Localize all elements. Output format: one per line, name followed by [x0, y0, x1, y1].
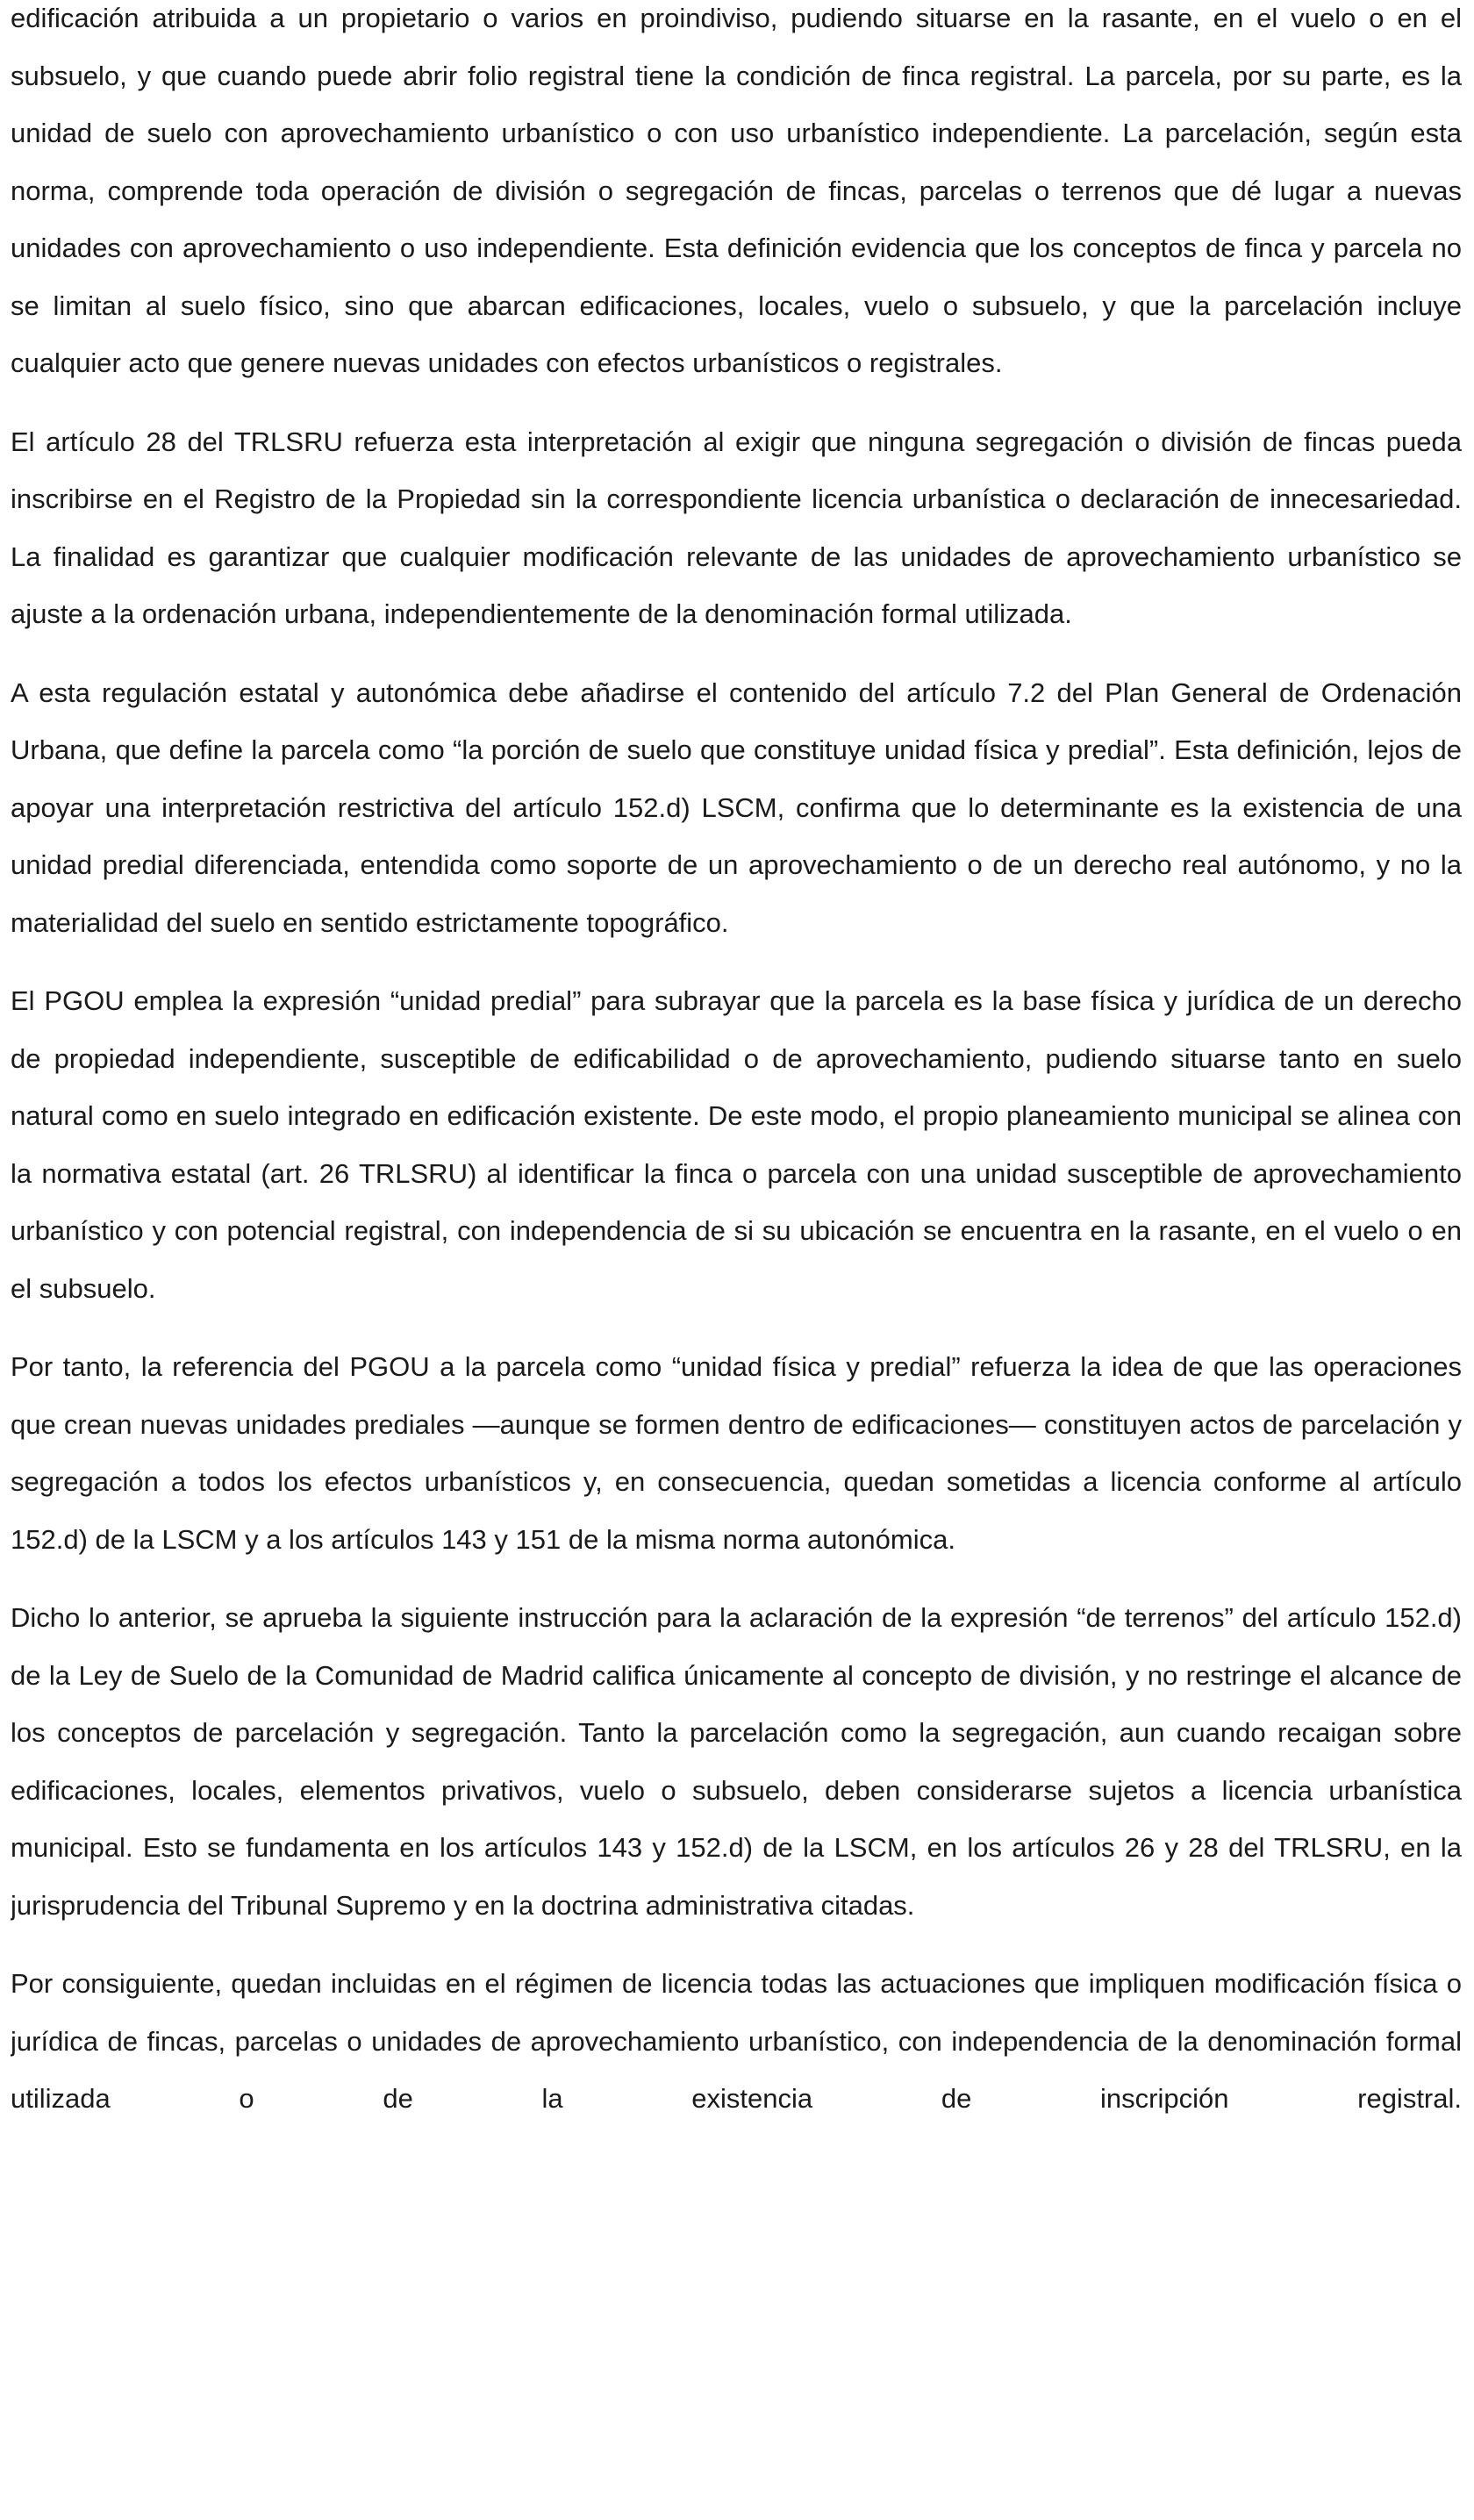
- paragraph-por-tanto: Por tanto, la referencia del PGOU a la parcela como “unidad física y predial” refuerza la idea de que las operaciones que crean nuevas unidades prediales —aunque se formen dentro de edificaciones— constituyen actos de parcelación y segregación a todos los efectos urbanísticos y, en consecuencia, quedan sometidas a licencia conforme al artículo 152.d) de la LSCM y a los artículos 143 y 151 de la misma norma autonómica.: [11, 1351, 1462, 1555]
- document-page: [11, 0, 1462, 2520]
- paragraph-article-28-trlsru: El artículo 28 del TRLSRU refuerza esta interpretación al exigir que ninguna segregación o división de fincas pueda inscribirse en el Registro de la Propiedad sin la correspondiente licencia urbanística o declaración de innecesariedad. La finalidad es garantizar que cualquier modificación relevante de las unidades de aprovechamiento urbanístico se ajuste a la ordenación urbana, independientemente de la denominación formal utilizada.: [11, 426, 1462, 629]
- paragraph-por-consiguiente: Por consiguiente, quedan incluidas en el régimen de licencia todas las actuaciones que impliquen modificación física o jurídica de fincas, parcelas o unidades de aprovechamiento urbanístico, con independencia de la denominación formal utilizada o de la existencia de inscripción registral.: [11, 1968, 1462, 2114]
- paragraph-unidad-predial: El PGOU emplea la expresión “unidad predial” para subrayar que la parcela es la base física y jurídica de un derecho de propiedad independiente, susceptible de edificabilidad o de aprovechamiento, pudiendo situarse tanto en suelo natural como en suelo integrado en edificación existente. De este modo, el propio planeamiento municipal se alinea con la normativa estatal (art. 26 TRLSRU) al identificar la finca o parcela con una unidad susceptible de aprovechamiento urbanístico y con potencial registral, con independencia de si su ubicación se encuentra en la rasante, en el vuelo o en el subsuelo.: [11, 985, 1462, 1304]
- paragraph-instruccion: Dicho lo anterior, se aprueba la siguiente instrucción para la aclaración de la expresión “de terrenos” del artículo 152.d) de la Ley de Suelo de la Comunidad de Madrid califica únicamente al concepto de división, y no restringe el alcance de los conceptos de parcelación y segregación. Tanto la parcelación como la segregación, aun cuando recaigan sobre edificaciones, locales, elementos privativos, vuelo o subsuelo, deben considerarse sujetos a licencia urbanística municipal. Esto se fundamenta en los artículos 143 y 152.d) de la LSCM, en los artículos 26 y 28 del TRLSRU, en la jurisprudencia del Tribunal Supremo y en la doctrina administrativa citadas.: [11, 1602, 1462, 1921]
- paragraph-pgou-article-7-2: A esta regulación estatal y autonómica debe añadirse el contenido del artículo 7.2 del Plan General de Ordenación Urbana, que define la parcela como “la porción de suelo que constituye unidad física y predial”. Esta definición, lejos de apoyar una interpretación restrictiva del artículo 152.d) LSCM, confirma que lo determinante es la existencia de una unidad predial diferenciada, entendida como soporte de un aprovechamiento o de un derecho real autónomo, y no la materialidad del suelo en sentido estrictamente topográfico.: [11, 677, 1462, 938]
- paragraph-finca-parcela-definitions: edificación atribuida a un propietario o varios en proindiviso, pudiendo situarse en la rasante, en el vuelo o en el subsuelo, y que cuando puede abrir folio registral tiene la condición de finca registral. La parcela, por su parte, es la unidad de suelo con aprovechamiento urbanístico o con uso urbanístico independiente. La parcelación, según esta norma, comprende toda operación de división o segregación de fincas, parcelas o terrenos que dé lugar a nuevas unidades con aprovechamiento o uso independiente. Esta definición evidencia que los conceptos de finca y parcela no se limitan al suelo físico, sino que abarcan edificaciones, locales, vuelo o subsuelo, y que la parcelación incluye cualquier acto que genere nuevas unidades con efectos urbanísticos o registrales.: [11, 3, 1462, 378]
